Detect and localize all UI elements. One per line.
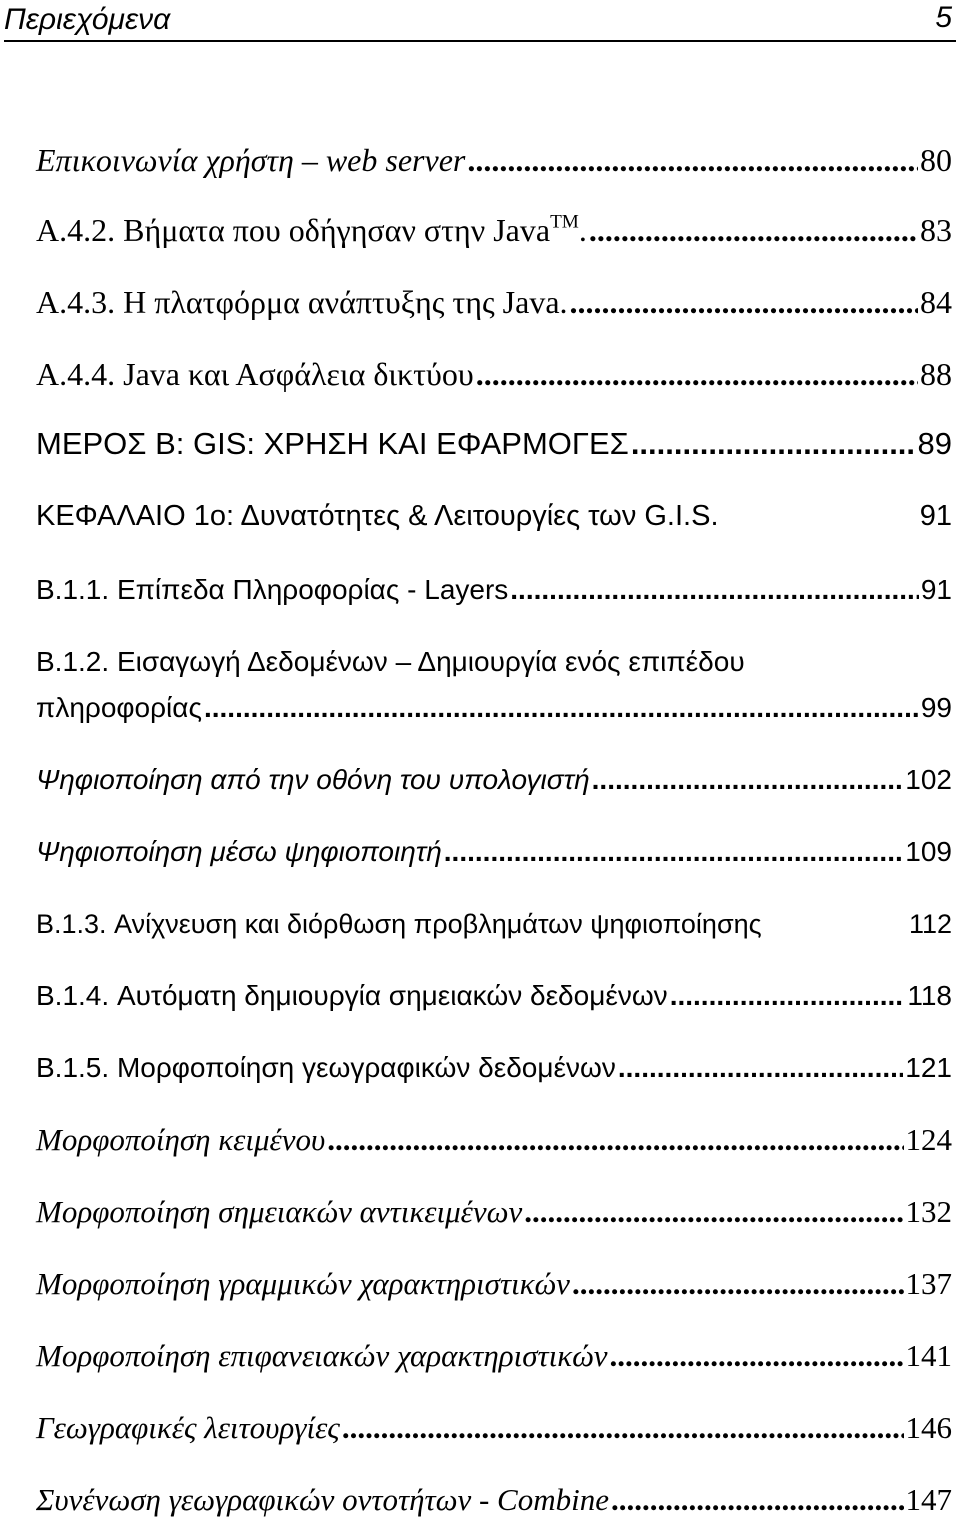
toc-entry[interactable] — [36, 1048, 952, 1088]
toc-entry-label: Επικοινωνία χρήστη – web server — [36, 142, 466, 178]
toc-entry-page: 88 — [920, 356, 952, 392]
toc-entry[interactable] — [36, 976, 952, 1016]
dot-leader — [589, 210, 918, 250]
toc-entry-page: 147 — [905, 1482, 952, 1517]
toc-entry-label: Μορφοποίηση κειμένου — [36, 1122, 326, 1157]
dot-leader — [467, 140, 918, 180]
toc-entry-label: Μορφοποίηση γραμμικών χαρακτηριστικών — [36, 1266, 570, 1301]
toc-entry-page: 124 — [905, 1122, 952, 1157]
toc-entry-label: πληροφορίας — [36, 692, 202, 723]
toc-entry[interactable] — [36, 688, 952, 728]
dot-leader — [342, 1408, 904, 1448]
toc-entry-page: 89 — [917, 426, 952, 461]
toc-entry[interactable] — [36, 210, 952, 250]
toc-entry-page: 141 — [905, 1338, 952, 1373]
dot-leader — [204, 688, 919, 728]
running-title: Περιεχόμενα — [4, 3, 171, 36]
toc-entry[interactable] — [36, 1480, 952, 1520]
toc-entry-page: 84 — [920, 284, 952, 320]
toc-entry-label: Μορφοποίηση σημειακών αντικειμένων — [36, 1194, 523, 1229]
toc-entry-label: Μορφοποίηση επιφανειακών χαρακτηριστικών — [36, 1338, 608, 1373]
dot-leader — [570, 282, 918, 322]
toc-entry[interactable] — [36, 760, 952, 800]
toc-entry-line1[interactable]: B.1.2. Εισαγωγή Δεδομένων – Δημιουργία ενός επιπέδου — [36, 646, 745, 677]
toc-entry[interactable] — [36, 140, 952, 180]
toc-entry-page: 102 — [905, 764, 952, 795]
dot-leader — [670, 976, 906, 1016]
toc-entry-label: ΜΕΡΟΣ Β: GIS: ΧΡΗΣΗ ΚΑΙ ΕΦΑΡΜΟΓΕΣ — [36, 426, 629, 461]
toc-entry[interactable] — [36, 1264, 952, 1304]
toc-entry-label: Ψηφιοποίηση μέσω ψηφιοποιητή — [36, 836, 442, 867]
toc-entry-page: 91 — [920, 574, 952, 605]
toc-entry[interactable] — [36, 832, 952, 872]
toc-entry-label: A.4.3. Η πλατφόρμα ανάπτυξης της Java. — [36, 284, 568, 320]
toc-entry-page: 91 — [919, 500, 952, 532]
toc-entry-page: 80 — [920, 142, 952, 178]
toc-entry-label: Γεωγραφικές λειτουργίες — [36, 1410, 340, 1445]
toc-entry[interactable] — [36, 282, 952, 322]
toc-entry[interactable] — [36, 904, 952, 944]
toc-entry-label: B.1.5. Μορφοποίηση γεωγραφικών δεδομένων — [36, 1052, 616, 1083]
dot-leader — [611, 1480, 904, 1520]
dot-leader — [618, 1048, 903, 1088]
trademark-superscript: TM — [550, 211, 579, 233]
dot-leader — [572, 1264, 904, 1304]
toc-entry[interactable] — [36, 424, 952, 464]
toc-entry[interactable] — [36, 1408, 952, 1448]
dot-leader — [524, 1192, 903, 1232]
toc-entry-page: 112 — [908, 909, 952, 939]
toc-entry-label: ΚΕΦΑΛΑΙΟ 1ο: Δυνατότητες & Λειτουργίες των G.I.S. — [36, 500, 719, 532]
toc-entry-page: 137 — [905, 1266, 952, 1301]
dot-leader — [631, 424, 916, 464]
dot-leader — [592, 760, 904, 800]
dot-leader — [327, 1120, 903, 1160]
toc-entry[interactable] — [36, 1120, 952, 1160]
toc-entry-page: 99 — [920, 692, 952, 723]
toc-entry-page: 109 — [905, 836, 952, 867]
toc-entry-page: 121 — [905, 1052, 952, 1083]
page-number: 5 — [935, 1, 952, 34]
toc-entry-label: Συνένωση γεωγραφικών οντοτήτων - Combine — [36, 1482, 609, 1517]
toc-entry-label: Ψηφιοποίηση από την οθόνη του υπολογιστή — [36, 764, 590, 795]
header-divider — [4, 40, 956, 42]
dot-leader — [510, 570, 919, 610]
toc-entry-label: B.1.4. Αυτόματη δημιουργία σημειακών δεδομένων — [36, 980, 668, 1011]
toc-entry-label: A.4.4. Java και Ασφάλεια δικτύου — [36, 356, 474, 392]
toc-entry-label: B.1.3. Ανίχνευση και διόρθωση προβλημάτων ψηφιοποίησης — [36, 909, 762, 939]
toc-entry-label: A.4.2. Βήματα που οδήγησαν στην Java™. — [36, 211, 587, 248]
page-header — [0, 0, 960, 44]
toc-entry-page: 132 — [905, 1194, 952, 1229]
toc-entry[interactable] — [36, 354, 952, 394]
toc-entry-page: 83 — [920, 212, 952, 248]
toc-entry[interactable] — [36, 1192, 952, 1232]
toc-entry[interactable] — [36, 570, 952, 610]
toc-entry-page: 146 — [905, 1410, 952, 1445]
toc-entry[interactable] — [36, 496, 952, 536]
dot-leader — [444, 832, 904, 872]
toc-entry-label: B.1.1. Επίπεδα Πληροφορίας - Layers — [36, 574, 509, 605]
dot-leader — [476, 354, 918, 394]
toc-entry-page: 118 — [907, 980, 952, 1011]
dot-leader — [609, 1336, 903, 1376]
toc-entry[interactable] — [36, 1336, 952, 1376]
